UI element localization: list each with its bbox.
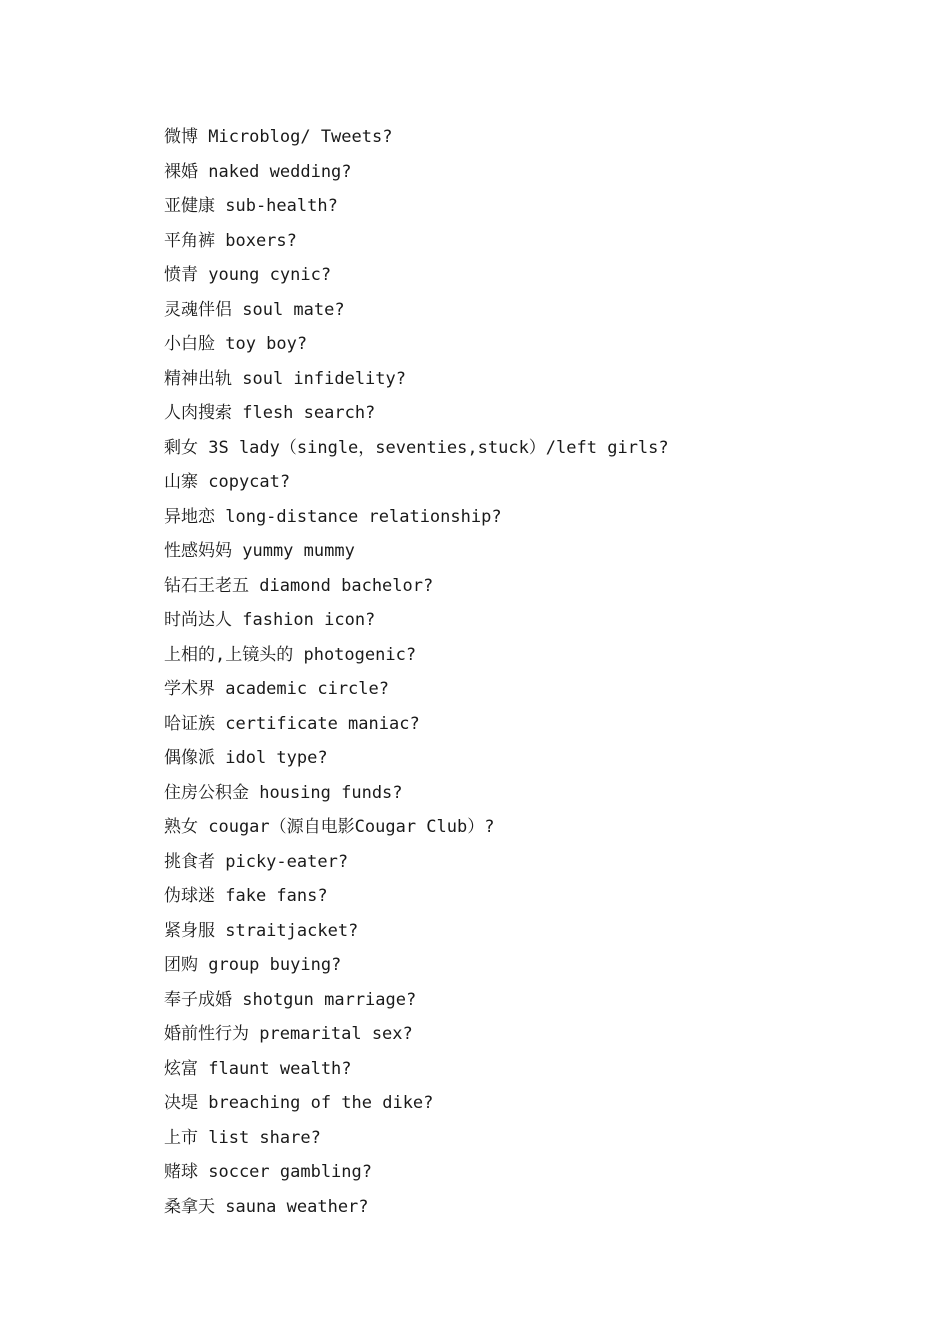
- vocabulary-entry: 赌球 soccer gambling?: [164, 1162, 372, 1182]
- vocabulary-entry: 钻石王老五 diamond bachelor?: [164, 575, 434, 596]
- vocabulary-entry: 桑拿天 sauna weather?: [164, 1196, 369, 1217]
- vocabulary-entry: 亚健康 sub-health?: [164, 196, 338, 216]
- vocabulary-entry: 上相的,上镜头的 photogenic?: [164, 644, 417, 665]
- vocabulary-entry: 性感妈妈 yummy mummy: [164, 541, 355, 561]
- vocabulary-entry: 团购 group buying?: [164, 955, 342, 975]
- vocabulary-entry: 异地恋 long-distance relationship?: [164, 506, 502, 527]
- vocabulary-entry: 住房公积金 housing funds?: [164, 782, 403, 803]
- vocabulary-entry: 上市 list share?: [164, 1127, 321, 1148]
- vocabulary-entry: 时尚达人 fashion icon?: [164, 610, 376, 630]
- vocabulary-list: [164, 120, 669, 1224]
- vocabulary-entry: 小白脸 toy boy?: [164, 334, 308, 354]
- vocabulary-entry: 山寨 copycat?: [164, 472, 291, 492]
- vocabulary-entry: 决堤 breaching of the dike?: [164, 1093, 434, 1113]
- vocabulary-entry: 学术界 academic circle?: [164, 679, 389, 699]
- vocabulary-entry: 哈证族 certificate maniac?: [164, 713, 420, 734]
- vocabulary-entry: 奉子成婚 shotgun marriage?: [164, 989, 417, 1010]
- vocabulary-entry: 剩女 3S lady（single，seventies,stuck）/left girls?: [164, 437, 669, 458]
- vocabulary-entry: 人肉搜索 flesh search?: [164, 403, 376, 423]
- vocabulary-entry: 平角裤 boxers?: [164, 230, 297, 251]
- vocabulary-entry: 偶像派 idol type?: [164, 748, 328, 768]
- vocabulary-entry: 炫富 flaunt wealth?: [164, 1058, 352, 1079]
- vocabulary-entry: 裸婚 naked wedding?: [164, 161, 352, 182]
- vocabulary-entry: 婚前性行为 premarital sex?: [164, 1024, 413, 1044]
- vocabulary-entry: 紧身服 straitjacket?: [164, 920, 359, 941]
- vocabulary-entry: 灵魂伴侣 soul mate?: [164, 299, 345, 320]
- vocabulary-entry: 熟女 cougar（源自电影Cougar Club）?: [164, 817, 495, 837]
- vocabulary-entry: 伪球迷 fake fans?: [164, 886, 328, 906]
- vocabulary-entry: 挑食者 picky-eater?: [164, 851, 349, 872]
- vocabulary-entry: 精神出轨 soul infidelity?: [164, 368, 406, 389]
- vocabulary-entry: 微博 Microblog/ Tweets?: [164, 127, 393, 147]
- vocabulary-entry: 愤青 young cynic?: [164, 265, 332, 285]
